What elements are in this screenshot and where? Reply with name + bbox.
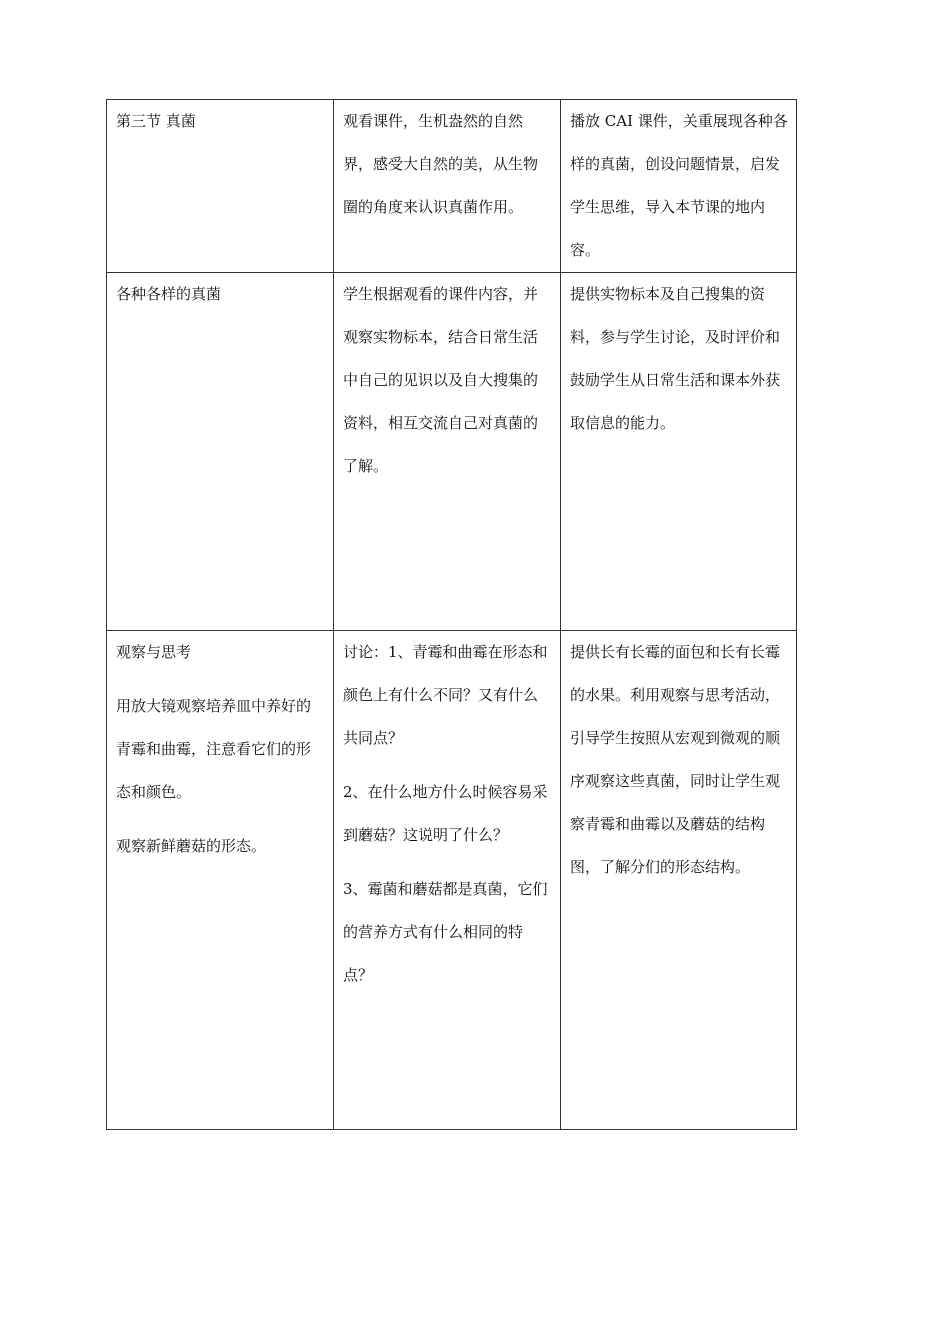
cell-text: 学生根据观看的课件内容，并观察实物标本，结合日常生活中自己的见识以及自大搜集的资料，相互交流自己对真菌的了解。 [343, 285, 539, 475]
cell-text: 讨论：1、青霉和曲霉在形态和颜色上有什么不同？又有什么共同点？ [343, 643, 548, 747]
teacher-activity-cell [561, 100, 797, 273]
topic-cell [107, 100, 334, 273]
cell-text: 2、在什么地方什么时候容易采到蘑菇？这说明了什么？ [343, 783, 548, 844]
lesson-plan-table [106, 99, 797, 1130]
student-activity-cell [334, 100, 561, 273]
student-activity-cell [334, 273, 561, 631]
teacher-activity-cell [561, 631, 797, 1130]
cell-text: 用放大镜观察培养皿中养好的青霉和曲霉，注意看它们的形态和颜色。 [116, 697, 312, 801]
cell-text: 观看课件，生机盎然的自然界，感受大自然的美，从生物圈的角度来认识真菌作用。 [343, 112, 539, 216]
cell-text: 各种各样的真菌 [116, 285, 222, 303]
table-row [107, 631, 797, 1130]
teacher-activity-cell [561, 273, 797, 631]
student-activity-cell [334, 631, 561, 1130]
topic-cell [107, 631, 334, 1130]
cell-text: 观察新鲜蘑菇的形态。 [116, 837, 267, 855]
cell-text: 提供长有长霉的面包和长有长霉的水果。利用观察与思考活动，引导学生按照从宏观到微观的顺序观察这些真菌，同时让学生观察青霉和曲霉以及蘑菇的结构图，了解分们的形态结构。 [570, 643, 781, 876]
table-row [107, 100, 797, 273]
cell-text: 观察与思考 [116, 643, 192, 661]
cell-text: 第三节 真菌 [116, 112, 196, 130]
topic-cell [107, 273, 334, 631]
cell-text: 3、霉菌和蘑菇都是真菌，它们的营养方式有什么相同的特点？ [343, 880, 548, 984]
cell-text: 提供实物标本及自己搜集的资料，参与学生讨论，及时评价和鼓励学生从日常生活和课本外获取信息的能力。 [570, 285, 781, 432]
table-row [107, 273, 797, 631]
cell-text: 播放 CAI 课件，关重展现各种各样的真菌，创设问题情景，启发学生思维，导入本节课的地内容。 [570, 112, 788, 259]
